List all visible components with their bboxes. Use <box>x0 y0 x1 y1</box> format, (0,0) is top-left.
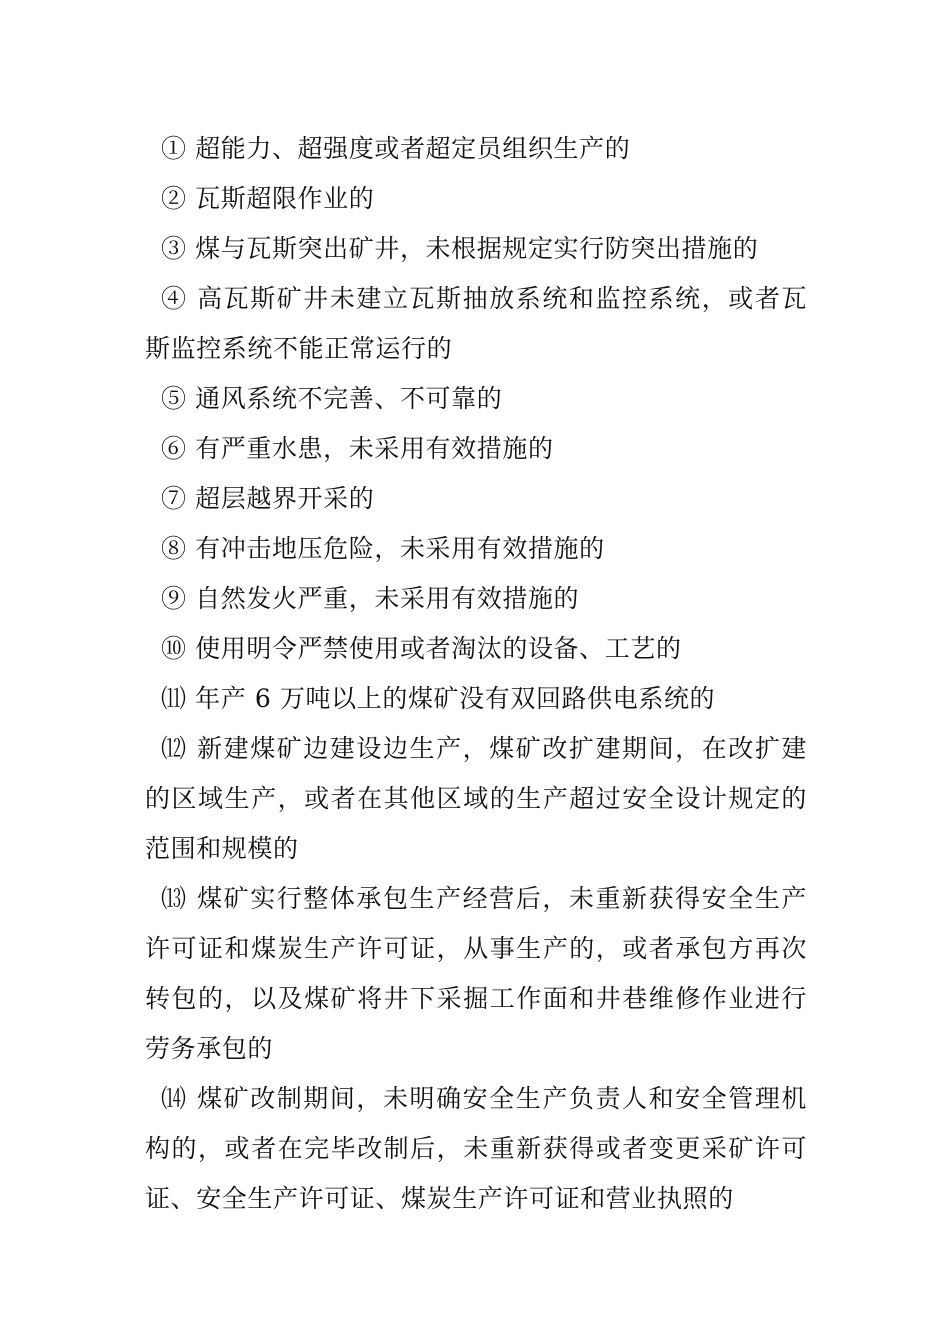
list-item-6: ⑥ 有严重水患，未采用有效措施的 <box>161 434 554 463</box>
list-item-8: ⑧ 有冲击地压危险，未采用有效措施的 <box>161 534 605 563</box>
list-item-10: ⑩ 使用明令严禁使用或者淘汰的设备、工艺的 <box>161 634 682 663</box>
document-body <box>145 124 807 1224</box>
list-item-9: ⑨ 自然发火严重，未采用有效措施的 <box>161 584 580 613</box>
list-item-11: ⑾ 年产 6 万吨以上的煤矿没有双回路供电系统的 <box>161 684 716 713</box>
list-item-4: ④ 高瓦斯矿井未建立瓦斯抽放系统和监控系统，或者瓦斯监控系统不能正常运行的 <box>145 284 807 363</box>
list-item-14: ⒁ 煤矿改制期间，未明确安全生产负责人和安全管理机构的，或者在完毕改制后，未重新获得或者变更采矿许可证、安全生产许可证、煤炭生产许可证和营业执照的 <box>145 1084 807 1213</box>
list-item-13: ⒀ 煤矿实行整体承包生产经营后，未重新获得安全生产许可证和煤炭生产许可证，从事生产的，或者承包方再次转包的，以及煤矿将井下采掘工作面和井巷维修作业进行劳务承包的 <box>145 884 807 1063</box>
list-item-2: ② 瓦斯超限作业的 <box>161 184 375 213</box>
list-item-1: ① 超能力、超强度或者超定员组织生产的 <box>161 134 631 163</box>
list-item-7: ⑦ 超层越界开采的 <box>161 484 375 513</box>
list-item-3: ③ 煤与瓦斯突出矿井，未根据规定实行防突出措施的 <box>161 234 759 263</box>
list-item-5: ⑤ 通风系统不完善、不可靠的 <box>161 384 503 413</box>
list-item-12: ⑿ 新建煤矿边建设边生产，煤矿改扩建期间，在改扩建的区域生产，或者在其他区域的生产超过安全设计规定的范围和规模的 <box>145 734 807 863</box>
